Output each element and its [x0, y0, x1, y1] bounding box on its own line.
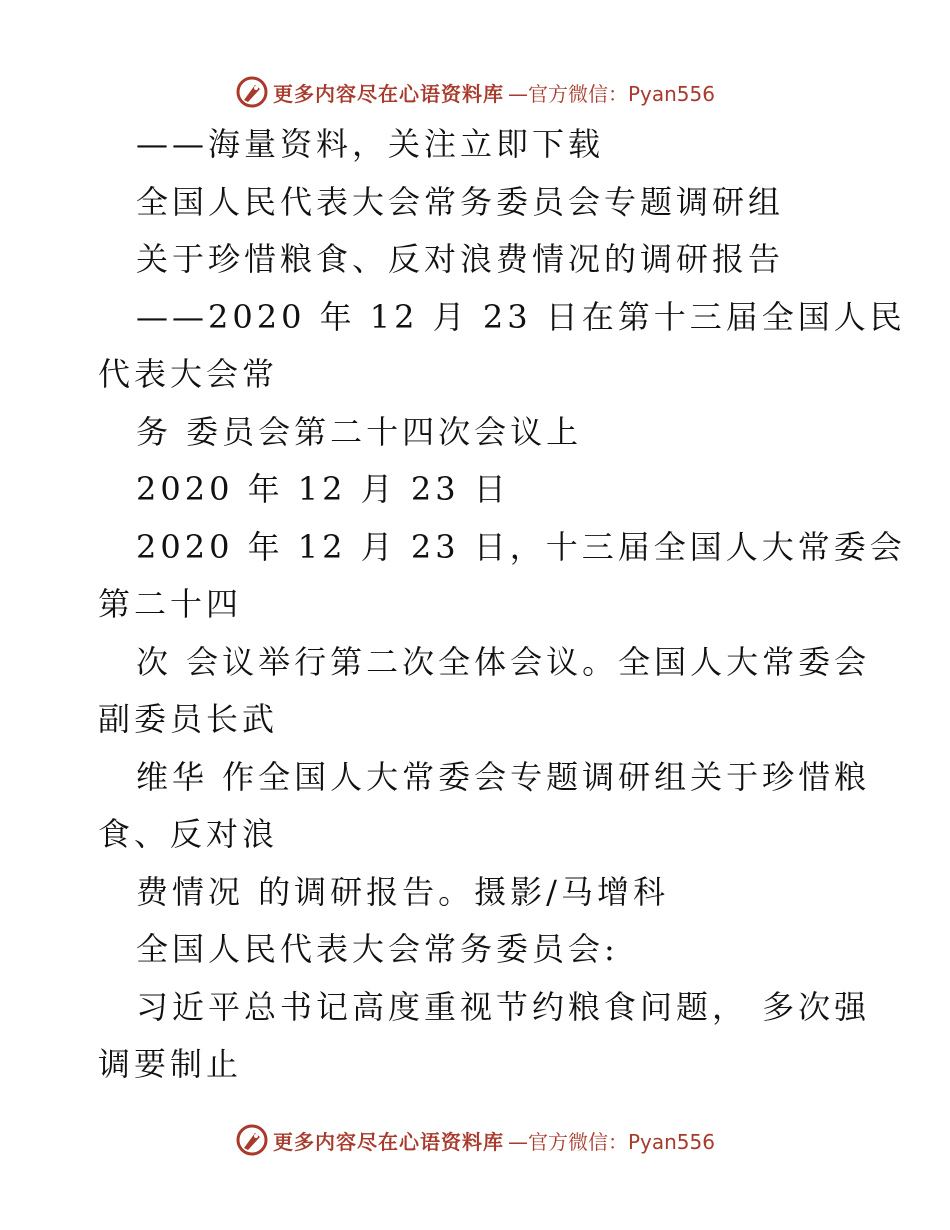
text-line: 全国人民代表大会常务委员会专题调研组	[136, 182, 785, 221]
footer-watermark	[0, 1120, 950, 1160]
document-body	[98, 116, 906, 1094]
watermark-sub-text: —官方微信：Pyan556	[507, 81, 715, 106]
watermark-main-text: 更多内容尽在心语资料库	[272, 81, 504, 106]
watermark-main-text: 更多内容尽在心语资料库	[272, 1129, 504, 1154]
watermark-banner	[235, 75, 715, 109]
text-line: 次 会议举行第二次全体会议。全国人大常委会	[136, 642, 871, 681]
watermark-banner	[235, 1123, 715, 1157]
text-line: 务 委员会第二十四次会议上	[136, 412, 583, 451]
text-line: 关于珍惜粮食、反对浪费情况的调研报告	[136, 240, 785, 278]
header-watermark	[0, 72, 950, 112]
text-line: ——海量资料，关注立即下载	[136, 125, 605, 163]
pen-nib-logo-icon	[235, 1123, 269, 1157]
text-line: 2020 年 12 月 23 日，十三届全国人大常委会	[136, 527, 906, 566]
text-line: 第二十四	[98, 585, 243, 623]
text-line: 食、反对浪	[98, 815, 279, 853]
text-line: 代表大会常	[98, 355, 279, 393]
pen-nib-logo-icon	[235, 75, 269, 109]
text-line: 副委员长武	[98, 700, 279, 738]
text-line: 2020 年 12 月 23 日	[136, 470, 510, 508]
text-line: 调要制止	[98, 1045, 243, 1083]
text-line: 全国人民代表大会常务委员会:	[136, 930, 619, 968]
text-line: 习近平总书记高度重视节约粮食问题， 多次强	[136, 987, 871, 1026]
text-line: 费情况 的调研报告。摄影/马增科	[136, 872, 669, 911]
text-line: ——2020 年 12 月 23 日在第十三届全国人民	[136, 297, 906, 336]
text-line: 维华 作全国人大常委会专题调研组关于珍惜粮	[136, 757, 871, 796]
watermark-sub-text: —官方微信：Pyan556	[507, 1129, 715, 1154]
